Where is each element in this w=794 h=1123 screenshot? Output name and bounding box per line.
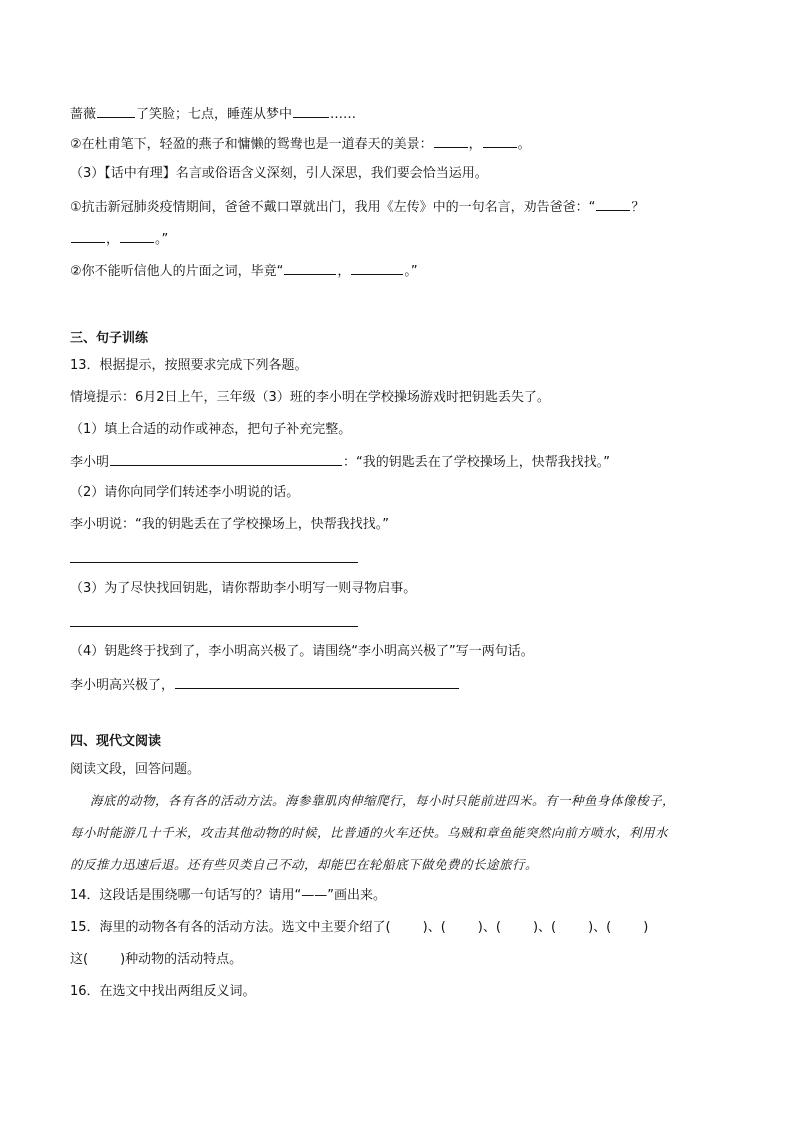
answer-line[interactable]: [70, 626, 358, 627]
text: ②在杜甫笔下，轻盈的燕子和慵懒的鸳鸯也是一道春天的美景：: [70, 137, 433, 152]
passage-line: 的反推力迅速后退。还有些贝类自己不动，却能巴在轮船底下做免费的长途旅行。: [70, 857, 539, 872]
fill-line-happy: [70, 675, 460, 695]
question-16: 16．在选文中找出两组反义词。: [70, 984, 256, 999]
text: ？: [631, 200, 645, 215]
text: 李小明: [70, 455, 110, 470]
reading-intro: 阅读文段，回答问题。: [70, 762, 201, 777]
text: 这(: [70, 952, 89, 967]
text: 。”: [155, 232, 169, 247]
context-hint: 情境提示：6月2日上午，三年级（3）班的李小明在学校操场游戏时把钥匙丢失了。: [70, 390, 550, 405]
answer-blank[interactable]: [110, 452, 342, 466]
answer-blank[interactable]: [596, 197, 630, 211]
text: 。”: [404, 264, 418, 279]
text: )、(: [532, 920, 557, 935]
text: 李小明高兴极了，: [70, 678, 175, 693]
text: )、(: [588, 920, 612, 935]
text: 15．海里的动物各有各的活动方法。选文中主要介绍了(: [70, 920, 391, 935]
text: )、(: [422, 920, 446, 935]
answer-blank[interactable]: [175, 675, 459, 689]
sub-question-3: （3）【话中有理】名言或俗语含义深刻，引人深思，我们要会恰当运用。: [70, 166, 488, 181]
sub-question-2: （2）请你向同学们转述李小明说的话。: [70, 485, 300, 500]
text: ): [643, 920, 649, 935]
sub-question-3b: （3）为了尽快找回钥匙，请你帮助李小明写一则寻物启事。: [70, 581, 417, 596]
sub-question-4: （4）钥匙终于找到了，李小明高兴极了。请围绕“李小明高兴极了”写一两句话。: [70, 644, 534, 659]
text: ①抗击新冠肺炎疫情期间，爸爸不戴口罩就出门，我用《左传》中的一句名言，劝告爸爸：“: [70, 200, 596, 215]
answer-blank[interactable]: [293, 104, 329, 118]
text: ：“我的钥匙丢在了学校操场上，快帮我找找。”: [343, 455, 610, 470]
quote-line: 李小明说：“我的钥匙丢在了学校操场上，快帮我找找。”: [70, 517, 389, 532]
question-13: 13．根据提示，按照要求完成下列各题。: [70, 358, 308, 373]
answer-blank[interactable]: [71, 229, 105, 243]
sub-question-1: （1）填上合适的动作或神态，把句子补充完整。: [70, 422, 352, 437]
section-heading-reading: 四、现代文阅读: [70, 734, 162, 749]
answer-blank[interactable]: [434, 134, 468, 148]
answer-blank[interactable]: [483, 134, 517, 148]
answer-blank[interactable]: [284, 261, 336, 275]
answer-line[interactable]: [70, 562, 358, 563]
answer-blank[interactable]: [351, 261, 403, 275]
fill-line-zuozhuan: [70, 197, 644, 217]
text: 。: [517, 137, 531, 152]
passage-line: 海底的动物，各有各的活动方法。海参靠肌肉伸缩爬行，每小时只能前进四米。有一种鱼身体像梭子，: [90, 793, 676, 808]
fill-line-zuozhuan-cont: [70, 229, 168, 249]
fill-line-proverb: [70, 261, 418, 281]
question-15: [70, 919, 648, 937]
text: 蔷薇: [70, 107, 97, 122]
answer-blank[interactable]: [97, 104, 135, 118]
text: )、(: [477, 920, 501, 935]
question-15-cont: [70, 951, 242, 969]
text: ……: [330, 107, 357, 122]
text: )种动物的活动特点。: [120, 952, 243, 967]
section-heading-sentences: 三、句子训练: [70, 331, 149, 346]
passage-line: 每小时能游几十千米，攻击其他动物的时候，比普通的火车还快。乌贼和章鱼能突然向前方喷水，利用水: [70, 825, 669, 840]
answer-blank[interactable]: [120, 229, 154, 243]
fill-line-flowers: [70, 104, 356, 124]
text: ②你不能听信他人的片面之词，毕竟“: [70, 264, 284, 279]
text: ，: [337, 264, 351, 279]
question-14: 14．这段话是围绕哪一句话写的？请用“——”画出来。: [70, 888, 387, 903]
text: 了笑脸；七点，睡莲从梦中: [136, 107, 293, 122]
text: ，: [468, 137, 482, 152]
fill-line-action: [70, 452, 610, 472]
text: ，: [106, 232, 120, 247]
fill-line-dufu: [70, 134, 531, 154]
